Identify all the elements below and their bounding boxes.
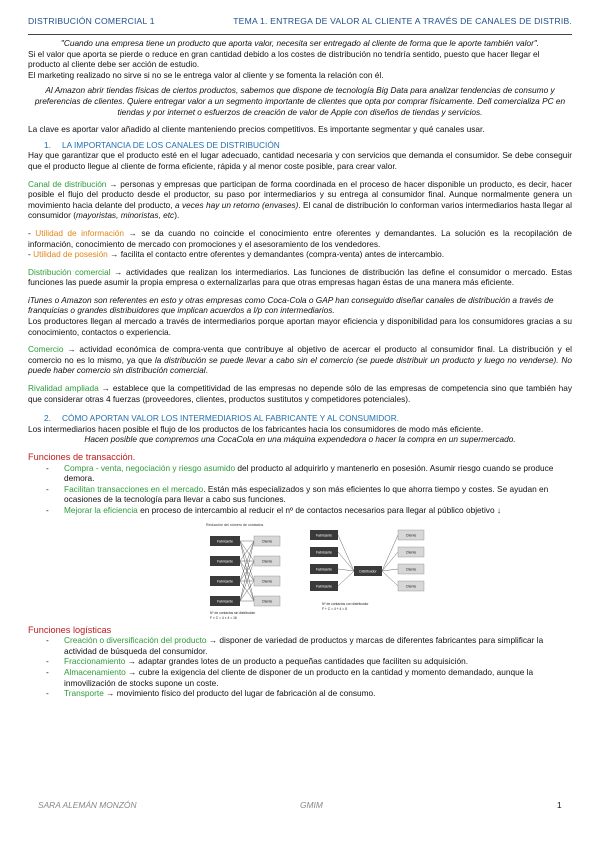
intro-example: Al Amazon abrir tiendas físicas de ciertos productos, sabemos que dispone de tecnología Big Data para analizar tendencias de consumo y preferencias de clientes. Quiere entregar valor a un segmento importante de clientes que opta por comprar físicamente. Dell comercializa PC en tiendas y por internet o esfuerzos de creación de valor de Apple con diseños de tiendas y servicios. xyxy=(34,85,566,117)
list-item: - Compra - venta, negociación y riesgo asumido del producto al adquirirlo y mantenerlo en posesión. Asumir riesgo cuando se produce demora. xyxy=(64,463,572,484)
footer-author: SARA ALEMÁN MONZÓN xyxy=(38,800,137,810)
intro-paragraph-1: Si el valor que aporta se pierde o reduce en gran cantidad debido a los costes de distribución no tendría sentido, puesto que hacer llegar el producto al cliente debe ser acción de estudio. xyxy=(28,48,540,70)
client-label: Cliente xyxy=(261,538,273,543)
diagram-title: Reducción del número de contactos xyxy=(206,522,264,527)
right-lines xyxy=(338,535,398,586)
producer-label: Fabricante xyxy=(216,598,234,603)
canal-definition: Canal de distribución → personas y empresas que participan de forma coordinada en el proceso de hacer disponible un producto, es decir, hacer posible el flujo del producto desde el productor, su paso por intermediarios y su entrega al consumidor final. Aunque normalmente genera un movimiento hacia delante del producto, a veces hay un retorno (envases). El canal de distribución lo conforman varios intermediarios hasta llegar al consumidor (mayoristas, minoristas, etc). xyxy=(28,178,573,221)
section-1-paragraph-1: Hay que garantizar que el producto esté en el lugar adecuado, cantidad necesaria y con servicios que demanda el consumidor. Se debe conseguir que el producto llegue al cliente de forma eficiente, rápida y al menor coste posible, para crear valor. xyxy=(28,150,572,171)
canal-term: Canal de distribución xyxy=(28,178,107,189)
producer-label: Fabricante xyxy=(216,578,234,583)
left-lines xyxy=(240,541,254,601)
section-2-paragraph-1: Los intermediarios hacen posible el flujo de los productos de los fabricantes hacia los consumidores de modo más eficiente. xyxy=(28,423,484,434)
client-label: Cliente xyxy=(261,558,273,563)
rivalidad-definition: Rivalidad ampliada → establece que la competitividad de las empresas no depende sólo de las empresas de competencia sino que también hay que considerar otras 4 fuerzas (proveedores, clientes, productos sustitutos y competidores potenciales). xyxy=(28,383,572,404)
right-producers xyxy=(310,530,338,591)
section-2-example: Hacen posible que compremos una CocaCola en una máquina expendedora o hacer la compra en un supermercado. xyxy=(84,434,516,445)
left-clients xyxy=(254,536,280,606)
utilidad-informacion: - Utilidad de información → se da cuando no coincide el conocimiento entre oferentes y demandantes. La solución es la recopilación de información, conocimiento de mercado con promociones y el asesoramiento de los vendedores. xyxy=(28,227,572,249)
list-item: - Creación o diversificación del producto → disponer de variedad de productos y marcas de diferentes fabricantes para simplificar la actividad de búsqueda del consumidor. xyxy=(64,635,572,656)
list-item: - Transporte → movimiento físico del producto del lugar de fabricación al de consumo. xyxy=(64,688,572,699)
client-label: Cliente xyxy=(405,583,417,588)
header-divider xyxy=(28,34,572,35)
left-producers xyxy=(210,536,240,606)
logistica-list xyxy=(28,635,572,699)
producer-label: Fabricante xyxy=(315,566,333,571)
caption-right-2: F + C = 4 + 4 = 8 xyxy=(322,606,347,611)
caption-left-1: Nº de contactos sin distribuidor xyxy=(210,610,256,615)
section-1-example: iTunes o Amazon son referentes en esto y otras empresas como Coca-Cola o GAP han conseguido diseñar canales de distribución a través de franquicias o grandes distribuidores que implican acuerdos a l/p con intermediarios. xyxy=(28,294,554,316)
distributor-label: Distribuidor xyxy=(359,568,377,573)
section-1-paragraph-2: Los productores llegan al mercado a través de intermediarios porque aportan mayor eficiencia y disponibilidad para los consumidores gracias a su conocimiento, contactos o experiencia. xyxy=(28,316,572,337)
page-content xyxy=(28,38,572,699)
list-item: - Facilitan transacciones en el mercado. Están más especializados y son más eficientes lo que ahorra tiempo y costes. Se ayudan en ocasiones de la tecnología para llevar a cabo sus funciones. xyxy=(64,484,572,505)
list-item: - Mejorar la eficiencia en proceso de intercambio al reducir el nº de contactos necesarios para llegar al público objetivo ↓ xyxy=(64,505,572,516)
footer-degree: GMIM xyxy=(300,800,323,810)
producer-label: Fabricante xyxy=(216,558,234,563)
distribucion-comercial-definition: Distribución comercial → actividades que realizan los intermediarios. Las funciones de distribución las define el consumidor o mercado. Estas funciones las puede asumir la propia empresa o externalizarlas para que otras empresas hagan éstas de una manera más eficiente. xyxy=(28,266,572,288)
intro-paragraph-2: El marketing realizado no sirve si no se le entrega valor al cliente y se fomenta la relación con él. xyxy=(28,69,384,80)
header-subject: DISTRIBUCIÓN COMERCIAL 1 xyxy=(28,16,155,26)
transaccion-title: Funciones de transacción. xyxy=(28,452,136,462)
client-label: Cliente xyxy=(261,578,273,583)
caption-right-1: Nº de contactos con distribuidor xyxy=(322,601,369,606)
client-label: Cliente xyxy=(405,532,417,537)
list-item: - Almacenamiento → cubre la exigencia del cliente de disponer de un producto en la cantidad y momento demandado, aunque la inmovilización de stocks supone un coste. xyxy=(64,667,572,688)
utilidad-informacion-term: Utilidad de información xyxy=(35,227,125,238)
section-2-heading: 2. CÓMO APORTAN VALOR LOS INTERMEDIARIOS AL FABRICANTE Y AL CONSUMIDOR. xyxy=(44,413,400,424)
logistica-title: Funciones logísticas xyxy=(28,624,112,635)
contacts-diagram-svg xyxy=(204,521,434,621)
client-label: Cliente xyxy=(261,598,273,603)
contacts-diagram xyxy=(204,521,434,621)
client-label: Cliente xyxy=(405,549,417,554)
comercio-term: Comercio xyxy=(28,344,64,355)
list-item: - Fraccionamiento → adaptar grandes lotes de un producto a pequeñas cantidades que faciliten su adquisición. xyxy=(64,656,572,667)
utilidad-posesion: - Utilidad de posesión → facilita el contacto entre oferentes y demandantes (compra-venta) antes de intercambio. xyxy=(28,249,445,260)
distribucion-comercial-term: Distribución comercial xyxy=(28,266,111,277)
producer-label: Fabricante xyxy=(315,532,333,537)
page-number: 1 xyxy=(557,800,562,810)
comercio-definition: Comercio → actividad económica de compra-venta que contribuye al objetivo de acercar el producto al consumidor final. La distribución y el comercio no es lo mismo, ya que la distribución se puede llevar a cabo sin el comercio (se puede distribuir un producto y luego no venderse). No puede haber comercio sin distribución comercial. xyxy=(28,344,572,376)
intro-paragraph-3: La clave es aportar valor añadido al cliente manteniendo precios competitivos. Es importante segmentar y qué canales usar. xyxy=(28,124,485,135)
right-clients xyxy=(398,530,424,591)
client-label: Cliente xyxy=(405,566,417,571)
caption-left-2: F × C = 4 × 4 = 16 xyxy=(210,615,237,620)
intro-quote: "Cuando una empresa tiene un producto que aporta valor, necesita ser entregado al cliente de forma que le aporte también valor". xyxy=(60,38,540,48)
producer-label: Fabricante xyxy=(315,549,333,554)
section-1-heading: 1. LA IMPORTANCIA DE LOS CANALES DE DISTRIBUCIÓN xyxy=(44,139,280,150)
producer-label: Fabricante xyxy=(216,538,234,543)
utilidad-posesion-term: Utilidad de posesión xyxy=(33,249,108,260)
transaccion-list xyxy=(28,463,572,516)
producer-label: Fabricante xyxy=(315,583,333,588)
header-topic: TEMA 1. ENTREGA DE VALOR AL CLIENTE A TRAVÉS DE CANALES DE DISTRIB. xyxy=(233,16,572,26)
rivalidad-term: Rivalidad ampliada xyxy=(28,383,99,394)
